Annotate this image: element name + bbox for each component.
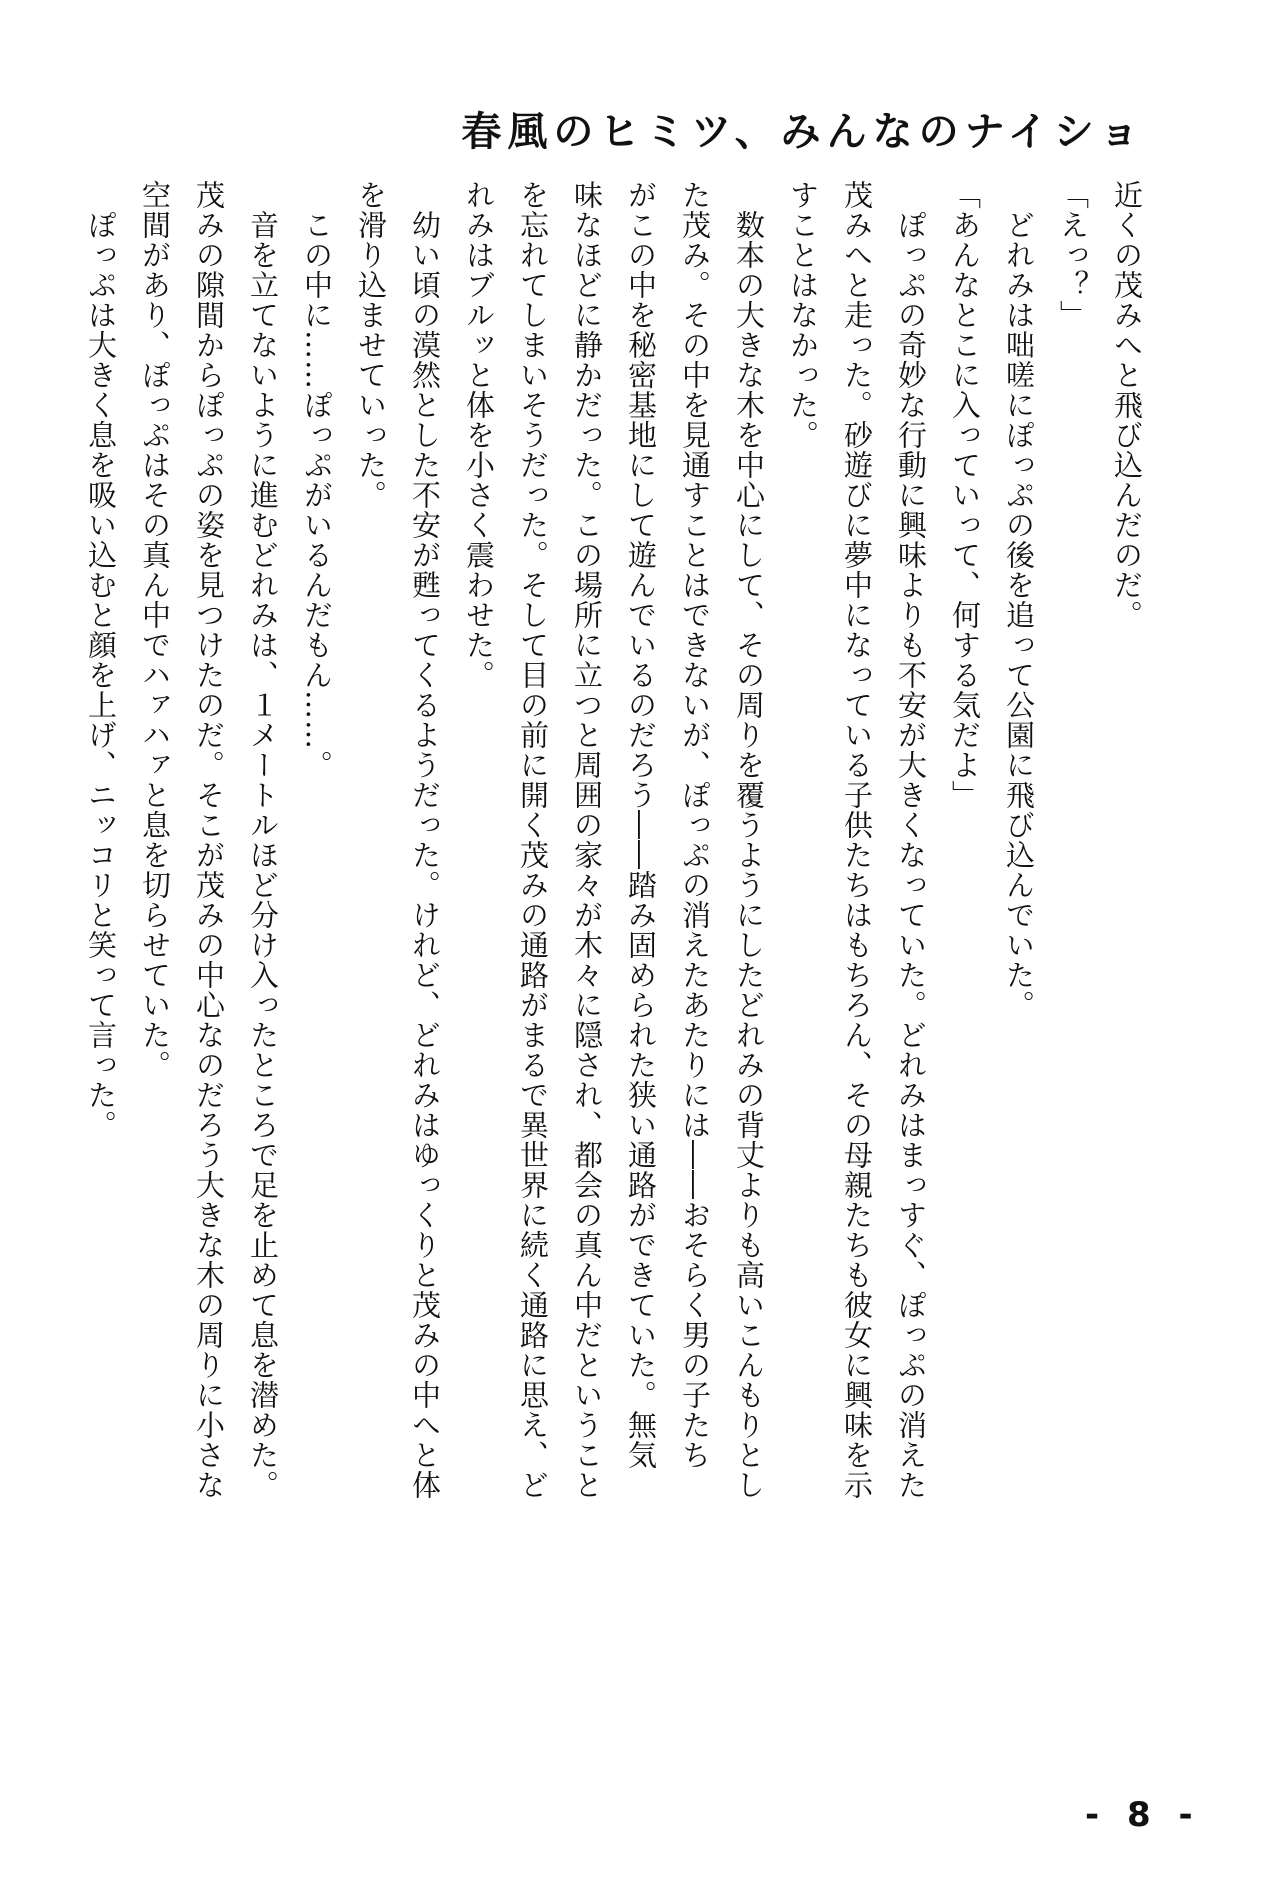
- text-line: この中に……ぽっぷがいるんだもん……。: [300, 180, 334, 780]
- chapter-title: 春風のヒミツ、みんなのナイショ: [461, 109, 1145, 155]
- text-line: 空間があり、ぽっぷはその真ん中でハァハァと息を切らせていた。: [138, 180, 172, 1080]
- text-line: 近くの茂みへと飛び込んだのだ。: [1110, 180, 1144, 630]
- text-line: 数本の大きな木を中心にして、その周りを覆うようにしたどれみの背丈よりも高いこんもりとし: [732, 180, 766, 1500]
- text-line: 音を立てないように進むどれみは、１メートルほど分け入ったところで足を止めて息を潜めた。: [246, 180, 280, 1500]
- text-line: どれみは咄嗟にぽっぷの後を追って公園に飛び込んでいた。: [1002, 180, 1036, 1020]
- text-line: がこの中を秘密基地にして遊んでいるのだろう――踏み固められた狭い通路ができていた。無気: [624, 180, 658, 1470]
- text-line: れみはブルッと体を小さく震わせた。: [462, 180, 496, 690]
- text-line: すことはなかった。: [786, 180, 820, 450]
- text-line: ぽっぷは大きく息を吸い込むと顔を上げ、ニッコリと笑って言った。: [84, 180, 118, 1140]
- text-line: た茂み。その中を見通すことはできないが、ぽっぷの消えたあたりには――おそらく男の子たち: [678, 180, 712, 1470]
- text-line: 幼い頃の漠然とした不安が甦ってくるようだった。けれど、どれみはゆっくりと茂みの中へと体: [408, 180, 442, 1500]
- text-line: 茂みの隙間からぽっぷの姿を見つけたのだ。そこが茂みの中心なのだろう大きな木の周りに小さな: [192, 180, 226, 1500]
- page-number: - 8 -: [1085, 1795, 1201, 1835]
- text-line: 茂みへと走った。砂遊びに夢中になっている子供たちはもちろん、その母親たちも彼女に興味を示: [840, 180, 874, 1500]
- text-line: 味なほどに静かだった。この場所に立つと周囲の家々が木々に隠され、都会の真ん中だということ: [570, 180, 604, 1500]
- text-line: を滑り込ませていった。: [354, 180, 388, 510]
- text-line: ぽっぷの奇妙な行動に興味よりも不安が大きくなっていた。どれみはまっすぐ、ぽっぷの消えた: [894, 180, 928, 1500]
- vertical-body-text: [74, 180, 1154, 1510]
- text-line: 「あんなとこに入っていって、何する気だよ」: [948, 180, 982, 810]
- text-line: 「えっ？」: [1056, 180, 1090, 330]
- text-line: を忘れてしまいそうだった。そして目の前に開く茂みの通路がまるで異世界に続く通路に思え、ど: [516, 180, 550, 1500]
